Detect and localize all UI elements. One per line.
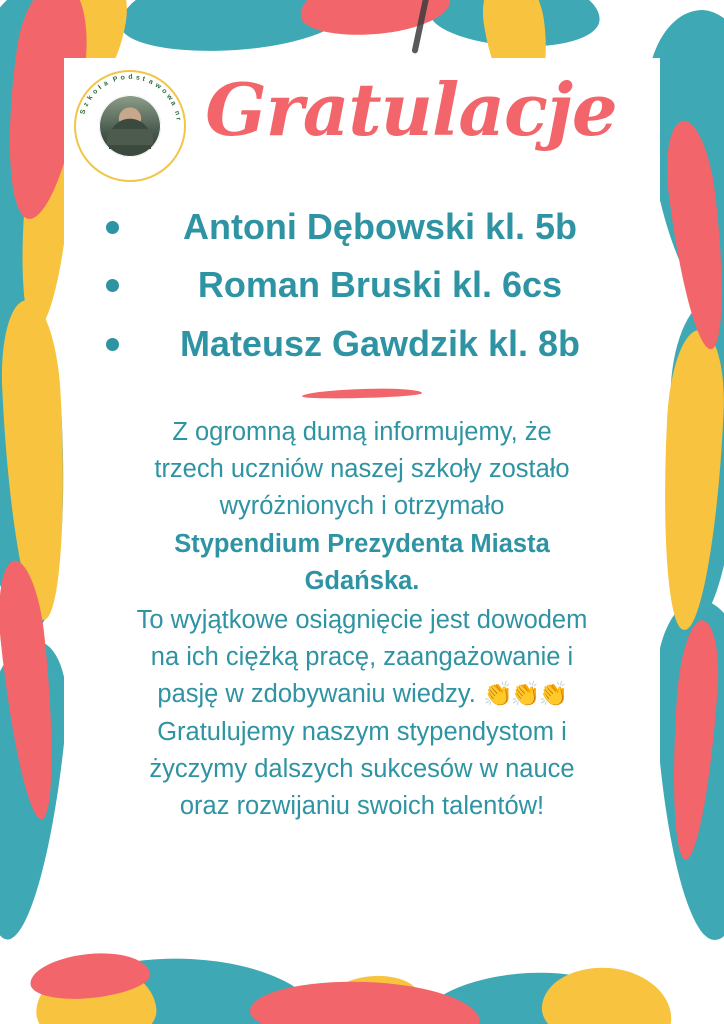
honoree-name: Antoni Dębowski kl. 5b (182, 206, 578, 247)
closing-line: życzymy dalszych sukcesów w nauce (149, 754, 575, 783)
bullet-icon (106, 221, 119, 234)
page-title: Gratulacje (205, 67, 617, 152)
crest-ring-text: S z k o ł a P o d s t a w o w a n r (79, 73, 182, 121)
bullet-icon (106, 338, 119, 351)
yellow-brush-stroke (539, 962, 675, 1024)
section-divider (302, 388, 422, 400)
list-item (64, 315, 660, 373)
closing-line-with-emoji (100, 676, 624, 713)
honoree-list (64, 198, 660, 373)
intro-line: Z ogromną dumą informujemy, że (172, 417, 552, 446)
content-card (64, 58, 660, 950)
closing-line: oraz rozwijaniu swoich talentów! (179, 792, 545, 821)
award-line: Stypendium Prezydenta Miasta (174, 529, 550, 558)
closing-line: Gratulujemy naszym stypendystom i (157, 717, 567, 746)
body-text (64, 410, 660, 825)
crest-portrait (99, 95, 161, 157)
honoree-name: Mateusz Gawdzik kl. 8b (179, 322, 581, 364)
clapping-hands-icon: 👏👏👏 (482, 681, 567, 709)
closing-line: To wyjątkowe osiągnięcie jest dowodem (136, 606, 588, 635)
award-line: Gdańska. (304, 566, 420, 595)
intro-line: wyróżnionych i otrzymało (219, 492, 505, 521)
intro-line: trzech uczniów naszej szkoły zostało (154, 455, 570, 484)
list-item (64, 256, 660, 314)
poster-header (64, 58, 660, 184)
coral-brush-stroke (298, 0, 453, 40)
bullet-icon (106, 279, 119, 292)
school-crest-icon (74, 70, 186, 182)
honoree-name: Roman Bruski kl. 6cs (197, 264, 563, 306)
list-item (64, 198, 660, 256)
crest-cap (107, 129, 153, 145)
closing-line: pasję w zdobywaniu wiedzy. (157, 680, 476, 709)
closing-line: na ich ciężką pracę, zaangażowanie i (150, 643, 574, 672)
